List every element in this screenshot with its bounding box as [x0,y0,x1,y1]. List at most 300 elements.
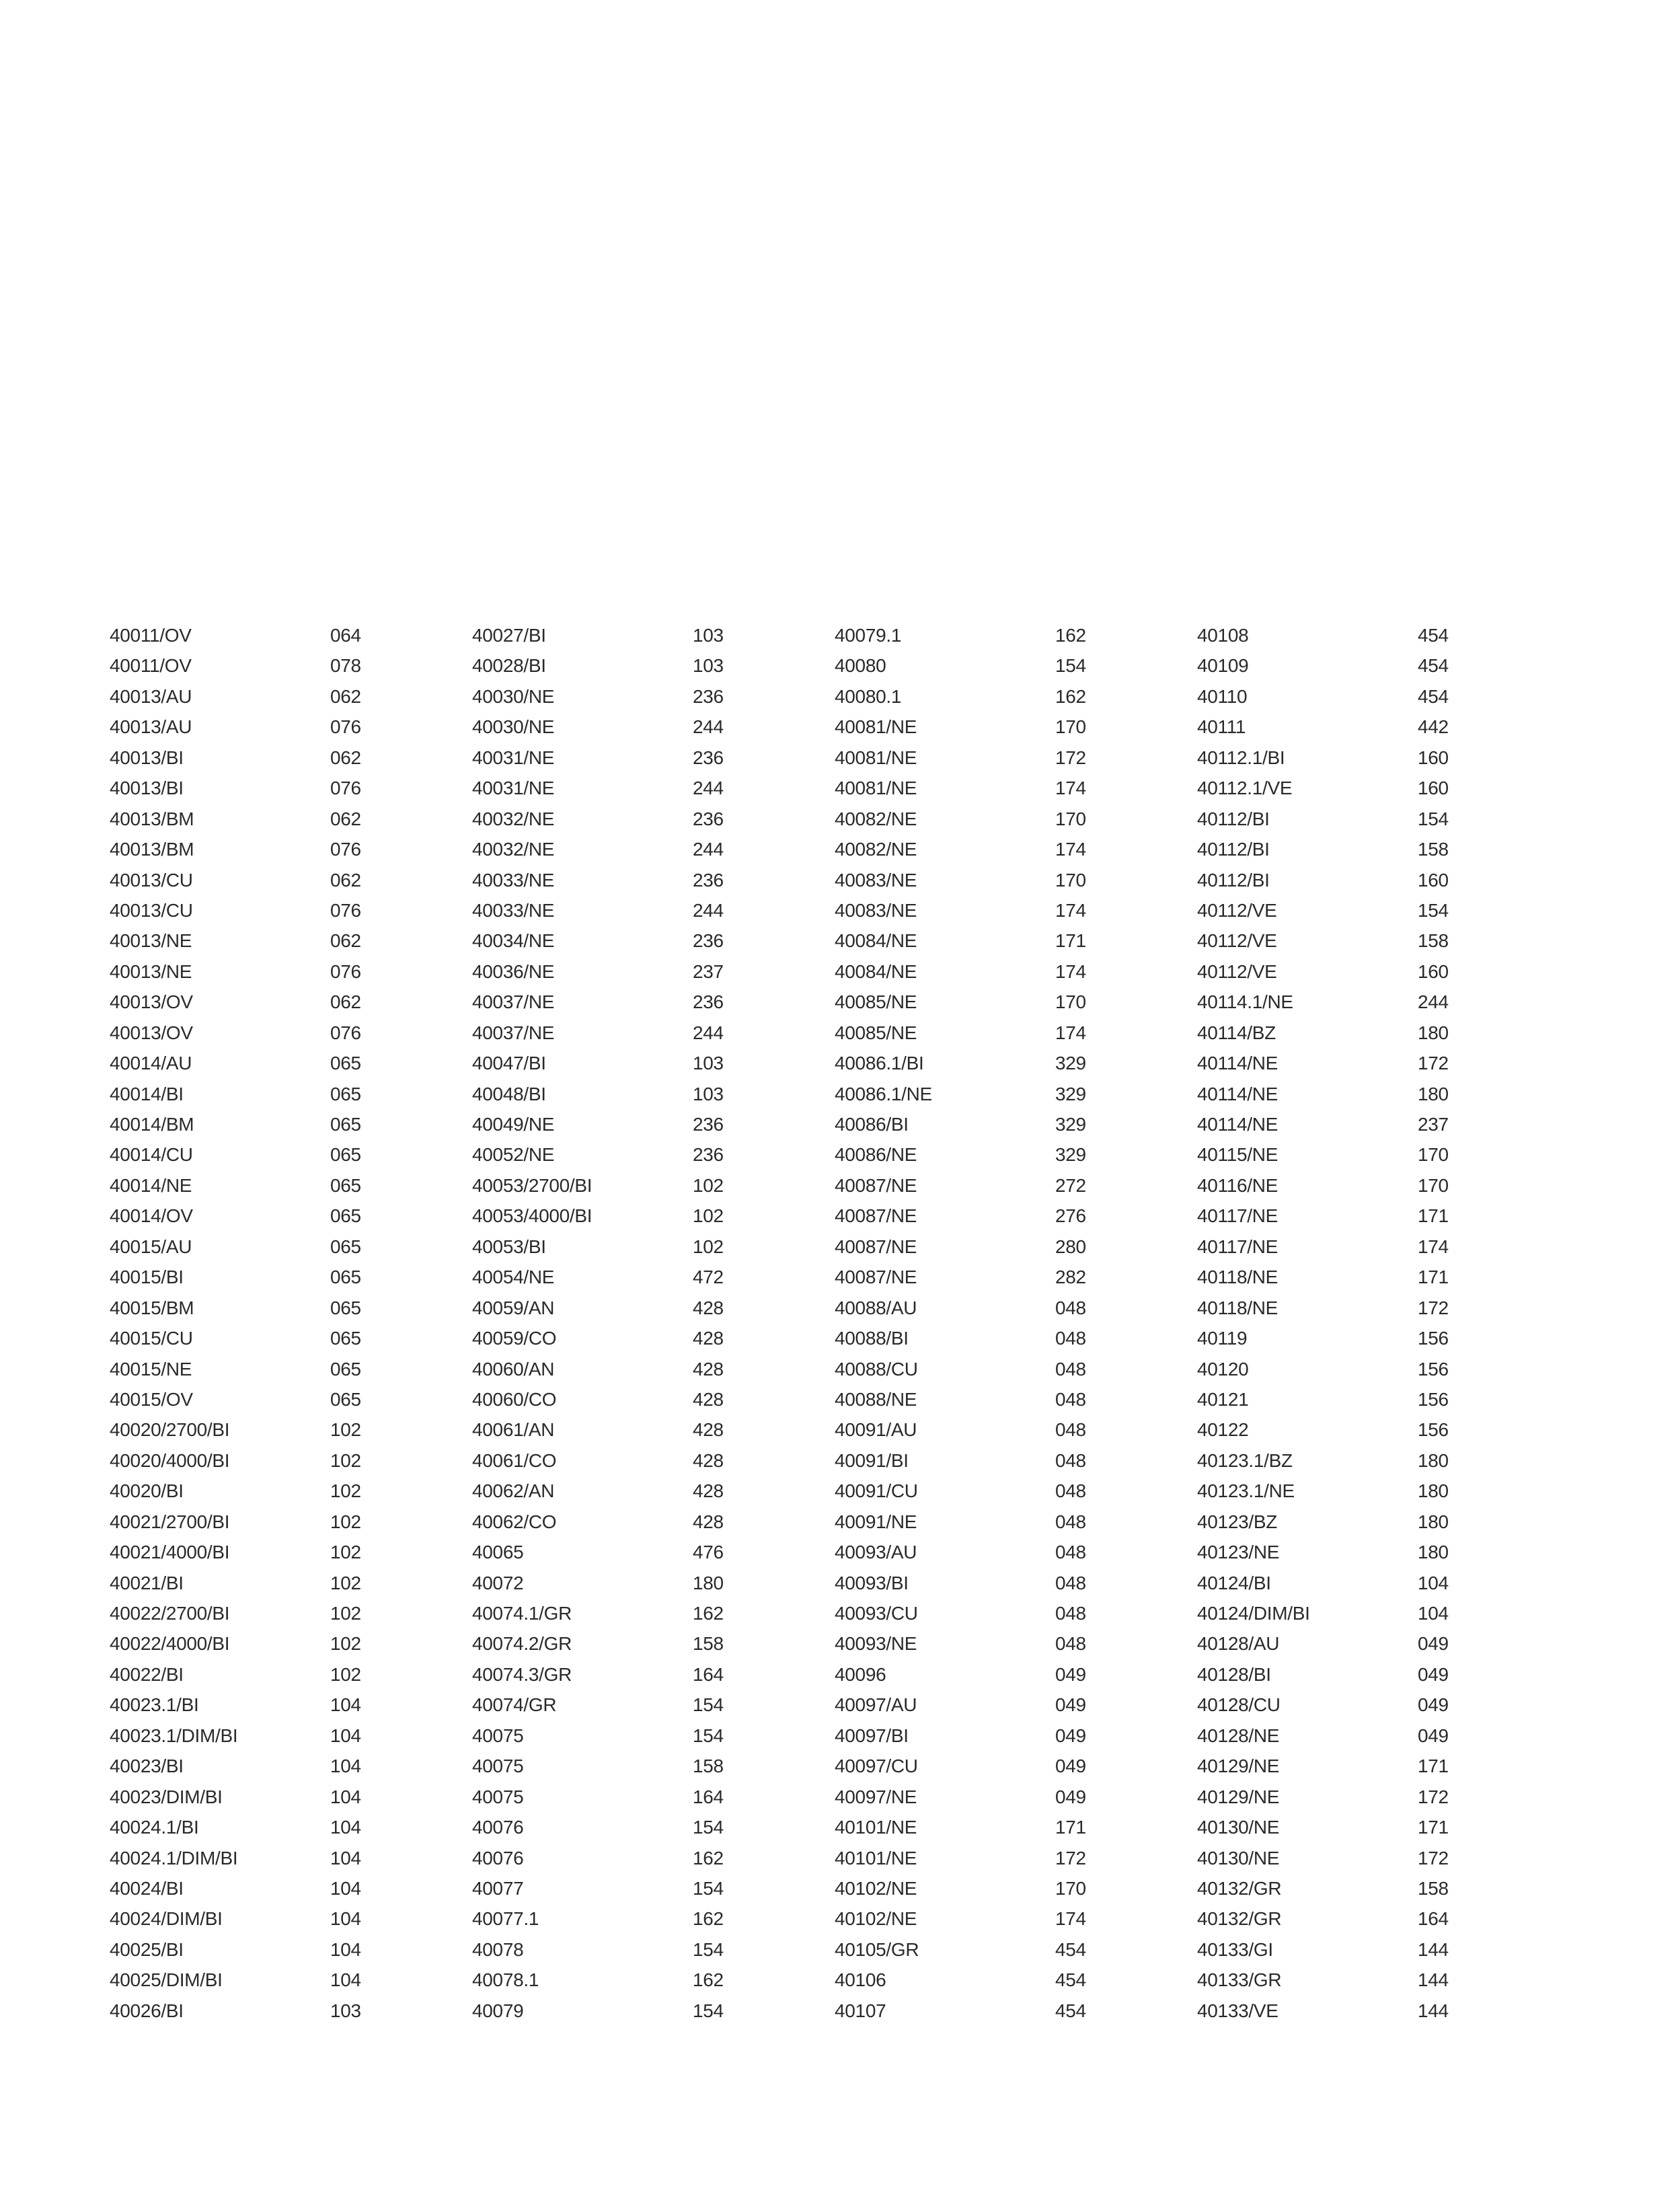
product-code: 40114.1/NE [1197,991,1293,1013]
product-code: 40128/CU [1197,1694,1281,1716]
product-code: 40024.1/BI [110,1817,199,1838]
page-number: 154 [1055,655,1086,677]
product-code: 40132/GR [1197,1908,1282,1930]
product-code: 40114/BZ [1197,1022,1276,1043]
product-code: 40061/AN [472,1419,555,1441]
index-entry [1197,1628,1506,1659]
product-code: 40036/NE [472,960,555,982]
page-number: 171 [1418,1817,1449,1838]
page-number: 164 [693,1786,724,1807]
page-number: 102 [330,1572,361,1593]
page-number: 103 [693,1053,724,1074]
product-code: 40115/NE [1197,1144,1278,1166]
page-number: 428 [693,1328,724,1349]
index-entry [1197,1782,1506,1812]
index-entry [1197,1934,1506,1965]
index-entry [110,1934,419,1965]
product-code: 40014/NE [110,1174,192,1196]
page-number: 162 [1055,625,1086,646]
index-entry [110,1965,419,1995]
page-number: 172 [1418,1786,1449,1807]
page-number: 329 [1055,1083,1086,1104]
page-number: 154 [693,1877,724,1899]
page-number: 280 [1055,1236,1086,1257]
index-entry [1197,1598,1506,1628]
index-entry [835,1873,1144,1903]
product-code: 40124/DIM/BI [1197,1603,1310,1624]
index-entry [1197,1843,1506,1873]
product-code: 40011/OV [110,655,192,677]
index-entry [835,895,1144,926]
page-number: 102 [693,1205,724,1227]
page-number: 104 [1418,1572,1449,1593]
product-code: 40075 [472,1725,524,1746]
index-entry [110,1109,419,1139]
page-number: 160 [1418,778,1449,799]
product-code: 40128/AU [1197,1633,1280,1655]
index-entry [835,1109,1144,1139]
product-code: 40013/NE [110,960,192,982]
index-column-4 [1197,620,1506,2026]
index-entry [110,1414,419,1445]
index-entry [110,1659,419,1690]
index-entry [1197,773,1506,803]
index-entry [835,1414,1144,1445]
product-code: 40097/CU [835,1756,918,1777]
index-entry [1197,1903,1506,1934]
index-entry [835,1507,1144,1537]
page-number: 236 [693,930,724,952]
index-entry [472,1659,781,1690]
page-number: 065 [330,1267,361,1288]
index-entry [835,1782,1144,1812]
product-code: 40087/NE [835,1174,917,1196]
index-entry [835,926,1144,956]
product-code: 40061/CO [472,1449,557,1471]
product-code: 40013/OV [110,1022,193,1043]
product-code: 40106 [835,1969,886,1991]
page-number: 174 [1418,1236,1449,1257]
page-number: 244 [1418,991,1449,1013]
page-number: 049 [1055,1725,1086,1746]
product-code: 40014/BM [110,1114,194,1135]
index-entry [472,1965,781,1995]
index-entry [835,1201,1144,1231]
product-code: 40075 [472,1756,524,1777]
product-code: 40110 [1197,685,1248,707]
index-entry [835,1903,1144,1934]
index-entry [472,1414,781,1445]
page-number: 236 [693,747,724,768]
page-number: 454 [1055,2000,1086,2021]
product-code: 40101/NE [835,1847,917,1869]
product-code: 40060/AN [472,1358,555,1380]
page-number: 102 [330,1449,361,1471]
page-number: 329 [1055,1144,1086,1166]
page-number: 454 [1418,655,1449,677]
page-number: 049 [1055,1756,1086,1777]
index-entry [1197,743,1506,773]
index-entry [1197,987,1506,1017]
product-code: 40097/AU [835,1694,917,1716]
page-number: 103 [693,655,724,677]
index-entry [472,1293,781,1323]
product-code: 40132/GR [1197,1877,1282,1899]
index-entry [110,895,419,926]
index-entry [835,1934,1144,1965]
index-entry [835,1079,1144,1109]
index-entry [835,712,1144,742]
product-code: 40091/CU [835,1480,918,1502]
product-code: 40102/NE [835,1908,917,1930]
page-number: 102 [330,1511,361,1532]
index-entry [472,681,781,712]
product-code: 40088/AU [835,1297,917,1318]
page-number: 171 [1055,930,1086,952]
product-code: 40014/OV [110,1205,193,1227]
index-entry [472,865,781,895]
product-code: 40078.1 [472,1969,539,1991]
page-number: 329 [1055,1053,1086,1074]
product-code: 40112/VE [1197,960,1277,982]
product-code: 40033/NE [472,899,555,921]
product-code: 40086/BI [835,1114,909,1135]
page-number: 144 [1418,2000,1449,2021]
product-code: 40074.3/GR [472,1663,572,1685]
index-entry [472,804,781,834]
product-code: 40093/CU [835,1603,918,1624]
index-entry [472,773,781,803]
page-number: 076 [330,899,361,921]
index-entry [835,1384,1144,1414]
product-code: 40118/NE [1197,1297,1278,1318]
index-entry [835,1628,1144,1659]
page-number: 102 [330,1419,361,1441]
product-code: 40014/CU [110,1144,193,1166]
index-entry [835,1812,1144,1842]
page-number: 272 [1055,1174,1086,1196]
product-code: 40079.1 [835,625,902,646]
index-entry [472,743,781,773]
product-code: 40023/BI [110,1756,184,1777]
page-number: 049 [1418,1725,1449,1746]
product-code: 40086/NE [835,1144,917,1166]
product-code: 40088/NE [835,1388,917,1410]
product-code: 40022/2700/BI [110,1603,230,1624]
index-entry [835,1354,1144,1384]
index-entry [835,1445,1144,1476]
index-entry [110,712,419,742]
product-code: 40076 [472,1817,524,1838]
page-number: 104 [330,1877,361,1899]
page-number: 171 [1055,1817,1086,1838]
page-number: 428 [693,1480,724,1502]
page-number: 065 [330,1358,361,1380]
index-entry [110,1537,419,1567]
index-entry [1197,1170,1506,1201]
product-code: 40074/GR [472,1694,557,1716]
index-column-3 [835,620,1144,2026]
index-entry [472,1812,781,1842]
product-code: 40123.1/NE [1197,1480,1295,1502]
page-number: 158 [693,1756,724,1777]
product-code: 40054/NE [472,1267,555,1288]
index-entry [472,1323,781,1353]
page-number: 048 [1055,1388,1086,1410]
page-number: 104 [330,1694,361,1716]
product-code: 40013/CU [110,899,193,921]
product-code: 40014/BI [110,1083,184,1104]
page-number: 076 [330,716,361,738]
page-number: 170 [1055,808,1086,829]
page-number: 078 [330,655,361,677]
page-number: 154 [693,1725,724,1746]
product-code: 40013/BI [110,747,184,768]
page-number: 162 [693,1847,724,1869]
page-number: 102 [693,1174,724,1196]
product-code: 40013/OV [110,991,193,1013]
index-entry [1197,804,1506,834]
index-entry [110,1139,419,1170]
product-code: 40021/2700/BI [110,1511,230,1532]
index-entry [1197,1996,1506,2026]
page-number: 065 [330,1083,361,1104]
product-code: 40112/BI [1197,808,1270,829]
index-entry [835,1568,1144,1598]
page-number: 180 [1418,1542,1449,1563]
index-entry [110,1079,419,1109]
product-code: 40112/BI [1197,869,1270,891]
product-code: 40081/NE [835,716,917,738]
index-entry [835,1476,1144,1506]
page-number: 076 [330,960,361,982]
product-code: 40091/AU [835,1419,917,1441]
index-entry [835,1996,1144,2026]
page-number: 244 [693,778,724,799]
product-code: 40025/BI [110,1938,184,1960]
product-code: 40013/CU [110,869,193,891]
index-entry [472,1109,781,1139]
page-number: 065 [330,1144,361,1166]
page-number: 062 [330,747,361,768]
index-entry [110,1903,419,1934]
page-number: 170 [1055,1877,1086,1899]
index-entry [110,1445,419,1476]
page-number: 154 [693,1817,724,1838]
index-entry [835,956,1144,987]
product-code: 40076 [472,1847,524,1869]
index-entry [1197,1323,1506,1353]
page-number: 158 [1418,930,1449,952]
page-number: 076 [330,839,361,860]
index-entry [835,773,1144,803]
page-number: 104 [330,1847,361,1869]
product-code: 40032/NE [472,839,555,860]
page-number: 144 [1418,1969,1449,1991]
index-entry [110,987,419,1017]
page-number: 156 [1418,1419,1449,1441]
product-code: 40075 [472,1786,524,1807]
product-code: 40117/NE [1197,1236,1278,1257]
index-entry [110,1507,419,1537]
page-number: 236 [693,1114,724,1135]
page-number: 062 [330,991,361,1013]
index-entry [110,743,419,773]
index-entry [472,1354,781,1384]
index-entry [110,1568,419,1598]
page-number: 244 [693,839,724,860]
product-code: 40123/NE [1197,1542,1280,1563]
page-number: 180 [693,1572,724,1593]
page-number: 156 [1418,1358,1449,1380]
page-number: 180 [1418,1480,1449,1502]
index-entry [835,1965,1144,1995]
page-number: 158 [1418,839,1449,860]
index-entry [472,1873,781,1903]
page-number: 172 [1418,1053,1449,1074]
page-number: 172 [1055,1847,1086,1869]
product-code: 40024.1/DIM/BI [110,1847,238,1869]
page-number: 237 [1418,1114,1449,1135]
index-entry [1197,1476,1506,1506]
page-number: 065 [330,1205,361,1227]
index-entry [835,1751,1144,1781]
product-code: 40015/NE [110,1358,192,1380]
index-entry [110,1996,419,2026]
index-entry [835,1843,1144,1873]
product-code: 40091/BI [835,1449,909,1471]
index-entry [1197,1445,1506,1476]
product-code: 40083/NE [835,869,917,891]
product-code: 40026/BI [110,2000,184,2021]
page-number: 171 [1418,1756,1449,1777]
index-entry [1197,1384,1506,1414]
page-number: 048 [1055,1633,1086,1655]
index-entry [1197,1965,1506,1995]
product-code: 40027/BI [472,625,546,646]
page-number: 062 [330,869,361,891]
product-code: 40116/NE [1197,1174,1278,1196]
product-code: 40060/CO [472,1388,557,1410]
product-code: 40013/BI [110,778,184,799]
product-code: 40112/BI [1197,839,1270,860]
page-number: 170 [1418,1144,1449,1166]
index-entry [110,1354,419,1384]
page-number: 170 [1055,869,1086,891]
index-entry [835,1598,1144,1628]
page-number: 236 [693,685,724,707]
product-code: 40123/BZ [1197,1511,1278,1532]
product-code: 40011/OV [110,625,192,646]
page-number: 103 [693,1083,724,1104]
index-entry [1197,712,1506,742]
product-code: 40129/NE [1197,1756,1280,1777]
product-code: 40033/NE [472,869,555,891]
page-number: 172 [1418,1297,1449,1318]
page-number: 065 [330,1174,361,1196]
product-code: 40081/NE [835,778,917,799]
product-code: 40112/VE [1197,930,1277,952]
page-number: 428 [693,1511,724,1532]
index-entry [110,1843,419,1873]
page-number: 171 [1418,1267,1449,1288]
index-entry [835,620,1144,650]
product-code: 40034/NE [472,930,555,952]
index-entry [472,650,781,681]
index-entry [110,1293,419,1323]
product-code: 40084/NE [835,960,917,982]
product-code: 40020/4000/BI [110,1449,230,1471]
index-entry [110,1262,419,1292]
product-code: 40032/NE [472,808,555,829]
product-code: 40048/BI [472,1083,546,1104]
index-entry [472,926,781,956]
product-code: 40023.1/BI [110,1694,199,1716]
page-number: 244 [693,1022,724,1043]
page-number: 102 [330,1542,361,1563]
page-number: 049 [1055,1786,1086,1807]
product-code: 40014/AU [110,1053,192,1074]
product-code: 40013/BM [110,808,194,829]
page-number: 236 [693,1144,724,1166]
product-code: 40102/NE [835,1877,917,1899]
page-number: 472 [693,1267,724,1288]
page-number: 154 [693,1938,724,1960]
page-number: 162 [693,1969,724,1991]
index-entry [835,1690,1144,1720]
index-entry [835,1659,1144,1690]
index-entry [1197,1537,1506,1567]
page-number: 428 [693,1388,724,1410]
page-number: 103 [693,625,724,646]
page-number: 172 [1055,747,1086,768]
index-entry [472,1690,781,1720]
page-number: 329 [1055,1114,1086,1135]
product-code: 40013/NE [110,930,192,952]
page-number: 104 [330,1756,361,1777]
page-number: 160 [1418,960,1449,982]
product-code: 40015/OV [110,1388,193,1410]
product-code: 40083/NE [835,899,917,921]
page-number: 158 [693,1633,724,1655]
page-number: 049 [1055,1663,1086,1685]
index-entry [110,1018,419,1048]
product-code: 40013/BM [110,839,194,860]
index-entry [835,1139,1144,1170]
index-column-2 [472,620,781,2026]
page-number: 454 [1055,1938,1086,1960]
page-number: 104 [330,1938,361,1960]
index-entry [1197,1751,1506,1781]
index-entry [110,773,419,803]
page-number: 428 [693,1449,724,1471]
page-number: 076 [330,778,361,799]
index-entry [472,1139,781,1170]
page-number: 162 [1055,685,1086,707]
page-number: 048 [1055,1480,1086,1502]
index-entry [472,1843,781,1873]
index-entry [110,1751,419,1781]
product-code: 40123.1/BZ [1197,1449,1293,1471]
page-number: 158 [1418,1877,1449,1899]
page-number: 104 [330,1725,361,1746]
product-code: 40097/NE [835,1786,917,1807]
page-number: 103 [330,2000,361,2021]
product-code: 40082/NE [835,839,917,860]
product-code: 40091/NE [835,1511,917,1532]
index-entry [472,834,781,864]
page-number: 174 [1055,839,1086,860]
